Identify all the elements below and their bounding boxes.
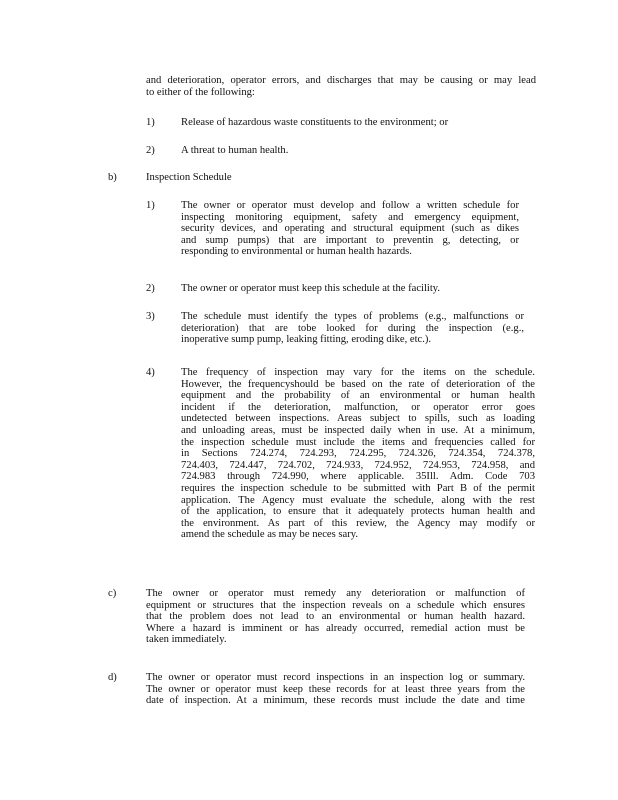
item-number: 1) xyxy=(146,117,155,128)
text-line: The owner or operator must record inspections in an inspection log or summary. xyxy=(146,672,525,683)
text-line: of the application, to ensure that it adequately protects human health and xyxy=(181,506,535,518)
text-line: The frequency of inspection may vary for the items on the schedule. xyxy=(181,367,535,378)
text-line: to either of the following: xyxy=(146,86,255,98)
text-line: date of inspection. At a minimum, these records must include the date and time xyxy=(146,695,525,707)
text-line: 724.403, 724.447, 724.702, 724.933, 724.952, 724.953, 724.958, and xyxy=(181,459,535,471)
section-label: b) xyxy=(108,172,117,183)
section-paragraph xyxy=(146,588,525,646)
text-line: application. The Agency must evaluate the schedule, along with the rest xyxy=(181,494,535,506)
text-line: The schedule must identify the types of problems (e.g., malfunctions or xyxy=(181,311,524,322)
text-line: and deterioration, operator errors, and discharges that may be causing or may lead xyxy=(146,75,536,86)
text-line: The owner or operator must keep this schedule at the facility. xyxy=(181,283,441,294)
text-line: The owner or operator must keep these records for at least three years from the xyxy=(146,683,525,695)
text-line: inspecting monitoring equipment, safety and emergency equipment, xyxy=(181,211,519,223)
item-number: 1) xyxy=(146,200,155,211)
text-line: taken immediately. xyxy=(146,634,227,646)
item-number: 2) xyxy=(146,283,155,294)
section-label: d) xyxy=(108,672,117,683)
text-line: amend the schedule as may be neces sary. xyxy=(181,529,358,541)
item-text: Release of hazardous waste constituents to the environment; or xyxy=(181,117,449,128)
text-line: However, the frequencyshould be based on the rate of deterioration of the xyxy=(181,378,535,390)
item-paragraph xyxy=(181,311,524,346)
text-line: in Sections 724.274, 724.293, 724.295, 724.326, 724.354, 724.378, xyxy=(181,448,535,460)
item-number: 4) xyxy=(146,367,155,378)
text-line: the environment. As part of this review, the Agency may modify or xyxy=(181,517,535,529)
text-line: equipment and the probability of an environmental or human health xyxy=(181,390,535,402)
text-line: incident if the deterioration, malfunction, or operator error goes xyxy=(181,401,535,413)
text-line: requires the inspection schedule to be submitted with Part B of the permit xyxy=(181,482,535,494)
text-line: inoperative sump pump, leaking fitting, eroding dike, etc.). xyxy=(181,334,432,346)
section-label: c) xyxy=(108,588,117,599)
item-number: 2) xyxy=(146,145,155,156)
text-line: security devices, and operating and structural equipment (such as dikes xyxy=(181,223,519,235)
item-text: A threat to human health. xyxy=(181,145,289,156)
item-paragraph xyxy=(181,367,535,541)
text-line: deterioration) that are tobe looked for during the inspection (e.g., xyxy=(181,322,524,334)
text-line: and unloading areas, must be inspected daily when in use. At a minimum, xyxy=(181,424,535,436)
text-line: The owner or operator must remedy any deterioration or malfunction of xyxy=(146,588,525,599)
text-line: the inspection schedule must include the items and frequencies called for xyxy=(181,436,535,448)
item-paragraph xyxy=(181,200,519,258)
text-line: that the problem does not lead to an environmental or human health hazard. xyxy=(146,611,525,623)
text-line: The owner or operator must develop and follow a written schedule for xyxy=(181,200,519,211)
text-line: 724.983 through 724.990, where applicable. 35Ill. Adm. Code 703 xyxy=(181,471,535,483)
item-number: 3) xyxy=(146,311,155,322)
text-line: and sump pumps) that are important to preventin g, detecting, or xyxy=(181,234,519,246)
section-paragraph xyxy=(146,672,525,707)
item-paragraph xyxy=(181,283,519,295)
text-line: responding to environmental or human health hazards. xyxy=(181,246,412,258)
text-line: undetected between inspections. Areas subject to spills, such as loading xyxy=(181,413,535,425)
text-line: equipment or structures that the inspection reveals on a schedule which ensures xyxy=(146,599,525,611)
lead-paragraph xyxy=(146,75,536,98)
text-line: Where a hazard is imminent or has already occurred, remedial action must be xyxy=(146,622,525,634)
section-heading: Inspection Schedule xyxy=(146,172,232,183)
